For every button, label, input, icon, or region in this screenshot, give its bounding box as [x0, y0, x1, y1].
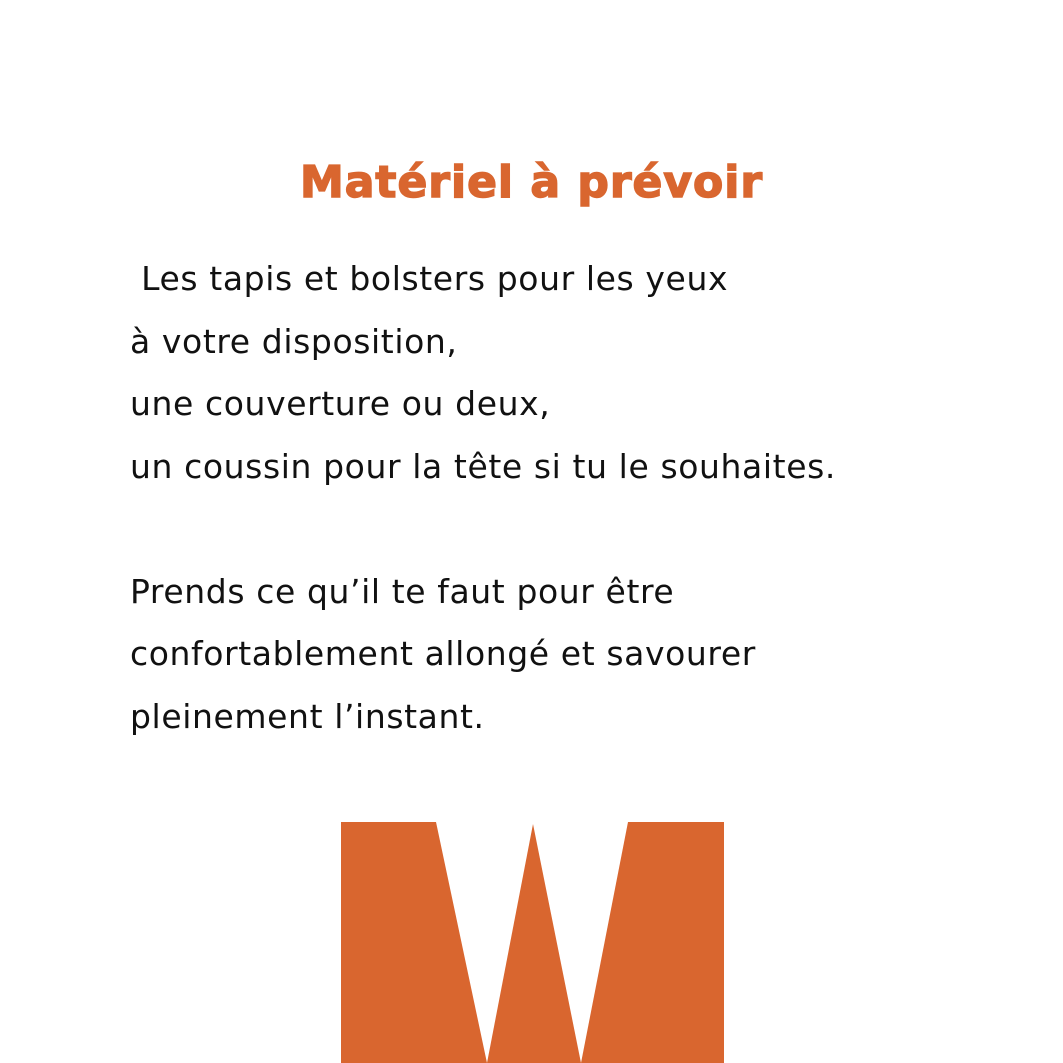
paragraph-1-line: Les tapis et bolsters pour les yeux — [130, 259, 729, 298]
paragraph-1-line: un coussin pour la tête si tu le souhaites. — [130, 446, 836, 486]
w-logo-center-stroke — [487, 824, 581, 1063]
w-logo-right-stroke — [581, 822, 724, 1063]
w-logo-left-stroke — [341, 822, 487, 1063]
w-logo-icon — [341, 822, 724, 1063]
page-title: Matériel à prévoir — [299, 157, 764, 209]
paragraph-1-line: à votre disposition, — [130, 321, 458, 361]
paragraph-1-line: une couverture ou deux, — [130, 384, 551, 423]
body-text — [130, 248, 1010, 748]
paragraph-2-line: Prends ce qu’il te faut pour être — [130, 571, 675, 611]
paragraph-2-line: pleinement l’instant. — [130, 696, 485, 736]
paragraph-spacer — [130, 498, 1010, 561]
paragraph-2-line: confortablement allongé et savourer — [130, 634, 756, 673]
